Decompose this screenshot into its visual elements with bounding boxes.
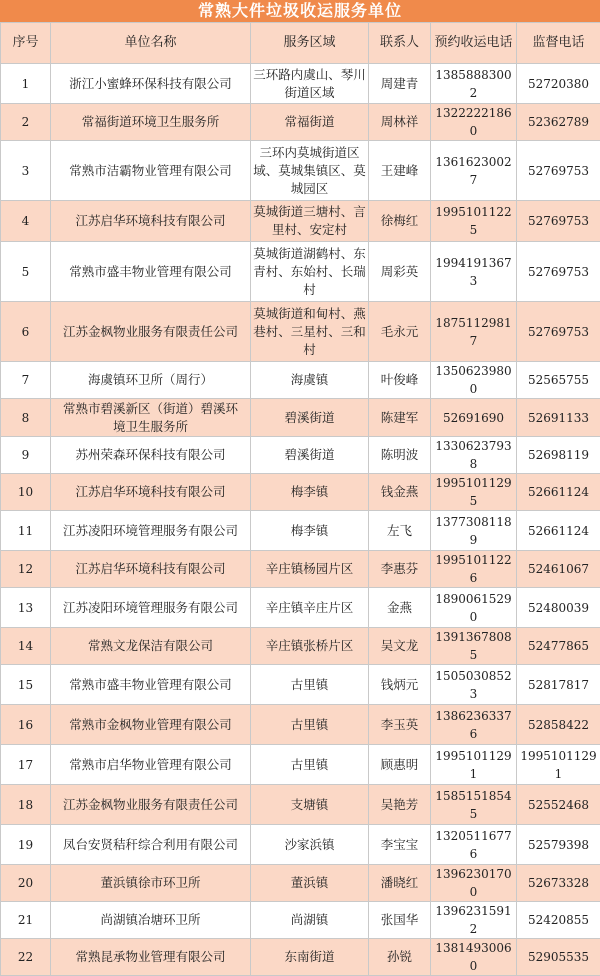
cell-name: 浙江小蜜蜂环保科技有限公司 — [51, 64, 251, 104]
cell-area: 辛庄镇杨园片区 — [251, 551, 369, 588]
cell-contact: 周建青 — [369, 64, 431, 104]
cell-name: 凤台安贤秸秆综合利用有限公司 — [51, 825, 251, 865]
table-row — [1, 362, 600, 399]
cell-name: 常熟市金枫物业管理有限公司 — [51, 705, 251, 745]
cell-area: 莫城街道和甸村、燕巷村、三星村、三和村 — [251, 302, 369, 362]
cell-phone: 15851518545 — [431, 785, 517, 825]
table-row — [1, 785, 600, 825]
cell-supervise: 52769753 — [517, 302, 600, 362]
cell-phone: 13773081189 — [431, 511, 517, 551]
cell-phone: 13222221860 — [431, 104, 517, 141]
cell-supervise: 52769753 — [517, 242, 600, 302]
cell-name: 常熟市碧溪新区（街道）碧溪环境卫生服务所 — [51, 399, 251, 437]
cell-contact: 金燕 — [369, 588, 431, 628]
cell-supervise: 52769753 — [517, 201, 600, 242]
cell-no: 14 — [1, 628, 51, 665]
cell-area: 莫城街道三塘村、言里村、安定村 — [251, 201, 369, 242]
cell-supervise: 52420855 — [517, 902, 600, 939]
cell-contact: 陈明波 — [369, 437, 431, 474]
table-row — [1, 865, 600, 902]
cell-contact: 王建峰 — [369, 141, 431, 201]
table-row — [1, 104, 600, 141]
cell-name: 江苏金枫物业服务有限责任公司 — [51, 302, 251, 362]
cell-supervise: 52698119 — [517, 437, 600, 474]
cell-contact: 钱金燕 — [369, 474, 431, 511]
cell-name: 常熟文龙保洁有限公司 — [51, 628, 251, 665]
cell-name: 常熟市盛丰物业管理有限公司 — [51, 242, 251, 302]
cell-no: 5 — [1, 242, 51, 302]
cell-no: 11 — [1, 511, 51, 551]
cell-name: 常熟昆承物业管理有限公司 — [51, 939, 251, 976]
cell-area: 梅李镇 — [251, 474, 369, 511]
cell-area: 古里镇 — [251, 665, 369, 705]
cell-name: 江苏启华环境科技有限公司 — [51, 201, 251, 242]
table-row — [1, 939, 600, 976]
page-title: 常熟大件垃圾收运服务单位 — [0, 0, 600, 22]
cell-name: 常熟市启华物业管理有限公司 — [51, 745, 251, 785]
cell-name: 常熟市盛丰物业管理有限公司 — [51, 665, 251, 705]
cell-area: 常福街道 — [251, 104, 369, 141]
cell-supervise: 52579398 — [517, 825, 600, 865]
cell-name: 江苏金枫物业服务有限责任公司 — [51, 785, 251, 825]
cell-area: 东南街道 — [251, 939, 369, 976]
cell-contact: 孙锐 — [369, 939, 431, 976]
cell-no: 20 — [1, 865, 51, 902]
cell-no: 13 — [1, 588, 51, 628]
cell-phone: 13616230027 — [431, 141, 517, 201]
table-row — [1, 474, 600, 511]
cell-contact: 吴艳芳 — [369, 785, 431, 825]
cell-contact: 李惠芬 — [369, 551, 431, 588]
cell-phone: 52691690 — [431, 399, 517, 437]
cell-area: 尚湖镇 — [251, 902, 369, 939]
cell-phone: 19951011295 — [431, 474, 517, 511]
cell-name: 常福街道环境卫生服务所 — [51, 104, 251, 141]
cell-supervise: 52905535 — [517, 939, 600, 976]
cell-no: 16 — [1, 705, 51, 745]
cell-no: 6 — [1, 302, 51, 362]
cell-supervise: 52673328 — [517, 865, 600, 902]
cell-phone: 13306237938 — [431, 437, 517, 474]
table-body — [1, 64, 600, 976]
table-header-row — [1, 23, 600, 64]
cell-phone: 13814930060 — [431, 939, 517, 976]
cell-phone: 13862363376 — [431, 705, 517, 745]
cell-name: 江苏启华环境科技有限公司 — [51, 474, 251, 511]
cell-phone: 13506239800 — [431, 362, 517, 399]
cell-supervise: 52661124 — [517, 474, 600, 511]
header-phone: 预约收运电话 — [431, 23, 517, 64]
cell-no: 8 — [1, 399, 51, 437]
cell-contact: 徐梅红 — [369, 201, 431, 242]
cell-phone: 13962301700 — [431, 865, 517, 902]
cell-supervise: 52565755 — [517, 362, 600, 399]
cell-no: 22 — [1, 939, 51, 976]
cell-phone: 19951011225 — [431, 201, 517, 242]
cell-contact: 李玉英 — [369, 705, 431, 745]
cell-no: 3 — [1, 141, 51, 201]
cell-name: 尚湖镇冶塘环卫所 — [51, 902, 251, 939]
cell-phone: 13858883002 — [431, 64, 517, 104]
cell-no: 2 — [1, 104, 51, 141]
cell-contact: 左飞 — [369, 511, 431, 551]
cell-contact: 叶俊峰 — [369, 362, 431, 399]
cell-phone: 13205116776 — [431, 825, 517, 865]
cell-area: 碧溪街道 — [251, 437, 369, 474]
cell-supervise: 52477865 — [517, 628, 600, 665]
cell-contact: 周彩英 — [369, 242, 431, 302]
cell-contact: 毛永元 — [369, 302, 431, 362]
cell-no: 10 — [1, 474, 51, 511]
header-area: 服务区域 — [251, 23, 369, 64]
cell-no: 17 — [1, 745, 51, 785]
header-name: 单位名称 — [51, 23, 251, 64]
table-row — [1, 588, 600, 628]
cell-area: 辛庄镇辛庄片区 — [251, 588, 369, 628]
cell-area: 董浜镇 — [251, 865, 369, 902]
table-row — [1, 551, 600, 588]
cell-contact: 张国华 — [369, 902, 431, 939]
cell-phone: 18751129817 — [431, 302, 517, 362]
cell-supervise: 52769753 — [517, 141, 600, 201]
cell-name: 苏州荣森环保科技有限公司 — [51, 437, 251, 474]
cell-phone: 13913678085 — [431, 628, 517, 665]
cell-contact: 钱炳元 — [369, 665, 431, 705]
table-row — [1, 511, 600, 551]
cell-area: 沙家浜镇 — [251, 825, 369, 865]
table-row — [1, 399, 600, 437]
cell-contact: 周林祥 — [369, 104, 431, 141]
cell-name: 常熟市洁霸物业管理有限公司 — [51, 141, 251, 201]
cell-area: 辛庄镇张桥片区 — [251, 628, 369, 665]
cell-no: 7 — [1, 362, 51, 399]
cell-name: 江苏凌阳环境管理服务有限公司 — [51, 511, 251, 551]
cell-contact: 李宝宝 — [369, 825, 431, 865]
cell-area: 支塘镇 — [251, 785, 369, 825]
table-row — [1, 628, 600, 665]
table-row — [1, 302, 600, 362]
table-row — [1, 745, 600, 785]
cell-supervise: 52720380 — [517, 64, 600, 104]
cell-name: 董浜镇徐市环卫所 — [51, 865, 251, 902]
header-contact: 联系人 — [369, 23, 431, 64]
cell-supervise: 52480039 — [517, 588, 600, 628]
cell-area: 三环路内虞山、琴川街道区域 — [251, 64, 369, 104]
service-table — [0, 22, 600, 976]
cell-phone: 18900615290 — [431, 588, 517, 628]
table-row — [1, 437, 600, 474]
table-row — [1, 705, 600, 745]
cell-area: 三环内莫城街道区域、莫城集镇区、莫城园区 — [251, 141, 369, 201]
table-row — [1, 141, 600, 201]
table-row — [1, 825, 600, 865]
table-row — [1, 242, 600, 302]
cell-area: 碧溪街道 — [251, 399, 369, 437]
table-row — [1, 902, 600, 939]
cell-no: 1 — [1, 64, 51, 104]
cell-area: 海虞镇 — [251, 362, 369, 399]
table-row — [1, 201, 600, 242]
cell-contact: 吴文龙 — [369, 628, 431, 665]
cell-no: 18 — [1, 785, 51, 825]
cell-area: 梅李镇 — [251, 511, 369, 551]
cell-supervise: 52461067 — [517, 551, 600, 588]
header-supervise: 监督电话 — [517, 23, 600, 64]
cell-no: 15 — [1, 665, 51, 705]
cell-supervise: 52858422 — [517, 705, 600, 745]
cell-supervise: 52661124 — [517, 511, 600, 551]
cell-supervise: 52552468 — [517, 785, 600, 825]
cell-phone: 19951011291 — [431, 745, 517, 785]
cell-supervise: 19951011291 — [517, 745, 600, 785]
cell-area: 古里镇 — [251, 745, 369, 785]
cell-no: 4 — [1, 201, 51, 242]
cell-area: 古里镇 — [251, 705, 369, 745]
cell-supervise: 52691133 — [517, 399, 600, 437]
cell-phone: 15050308523 — [431, 665, 517, 705]
cell-area: 莫城街道湖鹤村、东青村、东始村、长瑞村 — [251, 242, 369, 302]
table-row — [1, 665, 600, 705]
cell-supervise: 52817817 — [517, 665, 600, 705]
cell-name: 海虞镇环卫所（周行） — [51, 362, 251, 399]
cell-contact: 潘晓红 — [369, 865, 431, 902]
cell-name: 江苏启华环境科技有限公司 — [51, 551, 251, 588]
cell-contact: 顾惠明 — [369, 745, 431, 785]
cell-name: 江苏凌阳环境管理服务有限公司 — [51, 588, 251, 628]
cell-no: 12 — [1, 551, 51, 588]
cell-no: 21 — [1, 902, 51, 939]
cell-phone: 19941913673 — [431, 242, 517, 302]
cell-phone: 19951011226 — [431, 551, 517, 588]
cell-contact: 陈建军 — [369, 399, 431, 437]
cell-supervise: 52362789 — [517, 104, 600, 141]
header-no: 序号 — [1, 23, 51, 64]
cell-no: 9 — [1, 437, 51, 474]
cell-phone: 13962315912 — [431, 902, 517, 939]
table-row — [1, 64, 600, 104]
cell-no: 19 — [1, 825, 51, 865]
